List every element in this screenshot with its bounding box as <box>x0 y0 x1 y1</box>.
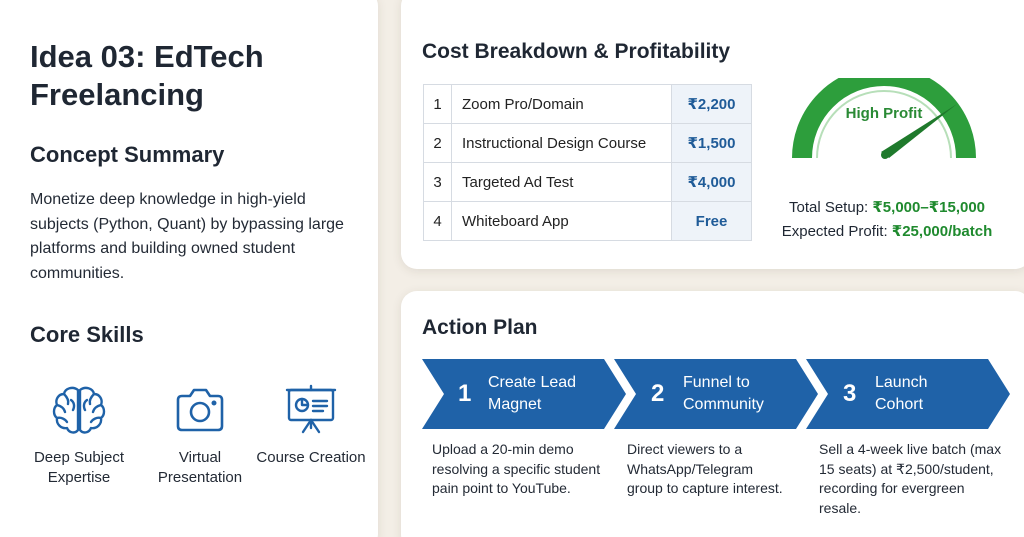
step-1-description: Upload a 20-min demo resolving a specific student pain point to YouTube. <box>432 441 601 496</box>
expected-profit <box>757 220 1017 244</box>
row-item: Targeted Ad Test <box>452 163 672 202</box>
step-3-label: Launch Cohort <box>875 374 928 413</box>
concept-text: Monetize deep knowledge in high-yield subjects (Python, Quant) by bypassing large platforms and building owned student communities. <box>30 191 344 282</box>
table-row <box>424 124 752 163</box>
action-title: Action Plan <box>422 316 538 339</box>
row-price: ₹4,000 <box>672 163 752 202</box>
expected-profit-label: Expected Profit: <box>781 223 888 240</box>
total-setup-value: ₹5,000–₹15,000 <box>872 199 986 216</box>
row-item: Zoom Pro/Domain <box>452 85 672 124</box>
table-row <box>424 163 752 202</box>
table-row <box>424 202 752 241</box>
row-number: 4 <box>424 202 452 241</box>
gauge-hub <box>881 151 889 159</box>
skill-label: Virtual Presentation <box>157 449 243 486</box>
step-1-number: 1 <box>458 380 472 407</box>
row-item: Instructional Design Course <box>452 124 672 163</box>
step-3-number: 3 <box>843 380 857 407</box>
skills-heading: Core Skills <box>30 322 144 347</box>
row-price: ₹2,200 <box>672 85 752 124</box>
step-3-description: Sell a 4-week live batch (max 15 seats) at ₹2,500/student, recording for evergreen resale. <box>819 441 1002 516</box>
table-row <box>424 85 752 124</box>
presentation-board-icon <box>283 384 339 436</box>
profit-gauge <box>779 78 989 168</box>
total-setup-label: Total Setup: <box>788 199 869 216</box>
gauge-label: High Profit <box>845 105 923 122</box>
row-item: Whiteboard App <box>452 202 672 241</box>
idea-card <box>0 0 378 537</box>
step-2-description: Direct viewers to a WhatsApp/Telegram group to capture interest. <box>627 441 783 496</box>
camera-icon <box>172 384 228 436</box>
row-number: 3 <box>424 163 452 202</box>
idea-title: Idea 03: EdTech Freelancing <box>30 39 264 112</box>
skill-deep-subject <box>14 384 144 488</box>
cost-card <box>401 0 1024 269</box>
step-2-label: Funnel to Community <box>683 374 764 413</box>
row-number: 1 <box>424 85 452 124</box>
skill-label: Course Creation <box>256 449 366 466</box>
action-card <box>401 291 1024 537</box>
cost-table <box>423 84 752 241</box>
expected-profit-value: ₹25,000/batch <box>891 223 993 240</box>
concept-heading: Concept Summary <box>30 142 225 167</box>
row-number: 2 <box>424 124 452 163</box>
step-1-label: Create Lead Magnet <box>488 374 577 413</box>
skill-label: Deep Subject Expertise <box>33 449 125 486</box>
row-price: Free <box>672 202 752 241</box>
step-2-number: 2 <box>651 380 665 407</box>
brain-icon <box>51 384 107 436</box>
row-price: ₹1,500 <box>672 124 752 163</box>
skill-course-creation <box>246 384 376 468</box>
cost-title: Cost Breakdown & Profitability <box>422 40 731 63</box>
total-setup <box>757 196 1017 220</box>
totals <box>757 196 1017 244</box>
